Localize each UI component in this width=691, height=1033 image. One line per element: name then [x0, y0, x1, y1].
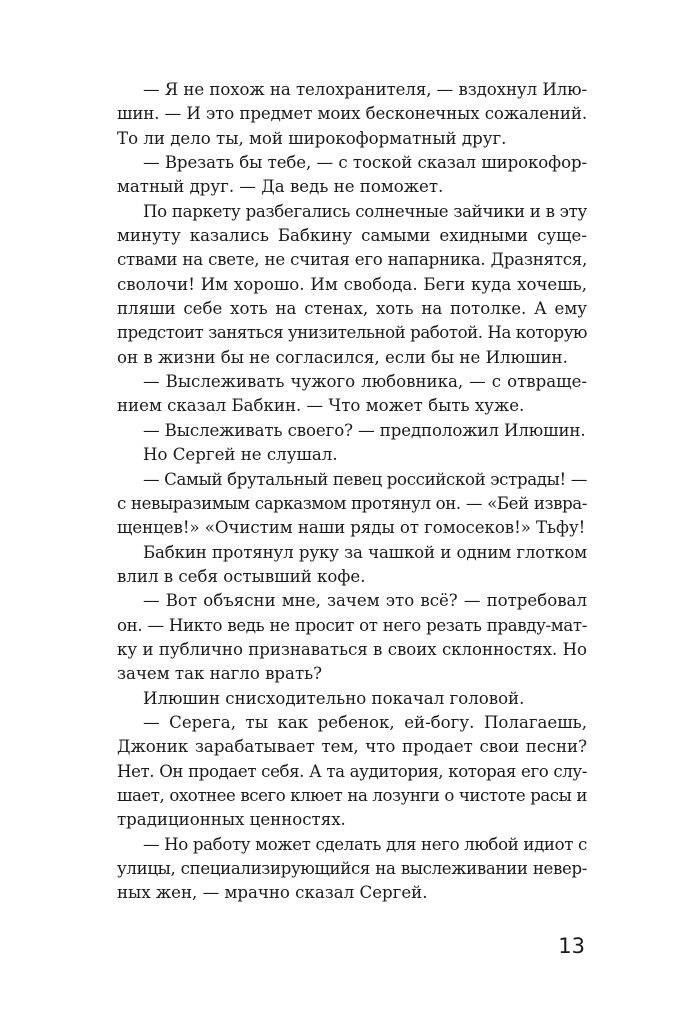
- text-line: ку и публично признаваться в своих склонностях. Но: [117, 639, 587, 659]
- text-line: влил в себя остывший кофе.: [117, 566, 366, 586]
- text-line: — Самый брутальный певец российской эстрады! —: [143, 469, 587, 489]
- text-line: То ли дело ты, мой широкоформатный друг.: [117, 128, 507, 148]
- text-line: Бабкин протянул руку за чашкой и одним глотком: [143, 542, 587, 562]
- text-line: он. — Никто ведь не просит от него резать правду-мат-: [117, 615, 587, 635]
- text-line: Джоник зарабатывает тем, что продает свои песни?: [117, 737, 587, 757]
- text-line: шает, охотнее всего клюет на лозунги о чистоте расы и: [117, 785, 587, 805]
- text-line: Нет. Он продает себя. А та аудитория, которая его слу-: [117, 761, 587, 781]
- text-line: пляши себе хоть на стенах, хоть на потолке. А ему: [117, 299, 587, 319]
- text-line: матный друг. — Да ведь не поможет.: [117, 177, 444, 197]
- text-line: ствами на свете, не считая его напарника. Дразнятся,: [117, 250, 587, 270]
- body-text: [117, 78, 587, 906]
- text-line: ных жен, — мрачно сказал Сергей.: [117, 883, 428, 903]
- text-line: шин. — И это предмет моих бесконечных сожалений.: [117, 104, 587, 124]
- text-line: — Врезать бы тебе, — с тоской сказал широкофор-: [143, 153, 587, 173]
- text-line: улицы, специализирующийся на выслеживании невер-: [117, 859, 587, 878]
- text-line: предстоит заняться унизительной работой. На которую: [117, 323, 587, 343]
- text-line: — Вот объясни мне, зачем это всё? — потребовал: [143, 591, 587, 611]
- text-line: щенцев!» «Очистим наши ряды от гомосеков!» Тьфу!: [117, 518, 586, 538]
- text-line: По паркету разбегались солнечные зайчики и в эту: [143, 201, 587, 221]
- text-line: — Серега, ты как ребенок, ей-богу. Полагаешь,: [143, 712, 587, 732]
- text-line: минуту казались Бабкину самыми ехидными суще-: [117, 226, 587, 246]
- text-line: нием сказал Бабкин. — Что может быть хуже.: [117, 396, 525, 416]
- text-line: он в жизни бы не согласился, если бы не Илюшин.: [117, 347, 568, 367]
- page-number: 13: [558, 934, 585, 958]
- text-line: традиционных ценностях.: [117, 810, 346, 830]
- text-line: Илюшин снисходительно покачал головой.: [143, 688, 525, 708]
- text-line: — Но работу может сделать для него любой идиот с: [143, 834, 587, 854]
- text-line: — Выслеживать чужого любовника, — с отвраще-: [143, 372, 587, 392]
- text-line: Но Сергей не слушал.: [143, 445, 338, 465]
- text-line: сволочи! Им хорошо. Им свобода. Беги куда хочешь,: [117, 274, 587, 294]
- text-line: — Я не похож на телохранителя, — вздохнул Илю-: [143, 80, 587, 99]
- text-line: зачем так нагло врать?: [117, 664, 323, 684]
- text-line: — Выслеживать своего? — предположил Илюшин.: [143, 420, 586, 440]
- text-line: с невыразимым сарказмом протянул он. — «Бей извра-: [117, 493, 587, 513]
